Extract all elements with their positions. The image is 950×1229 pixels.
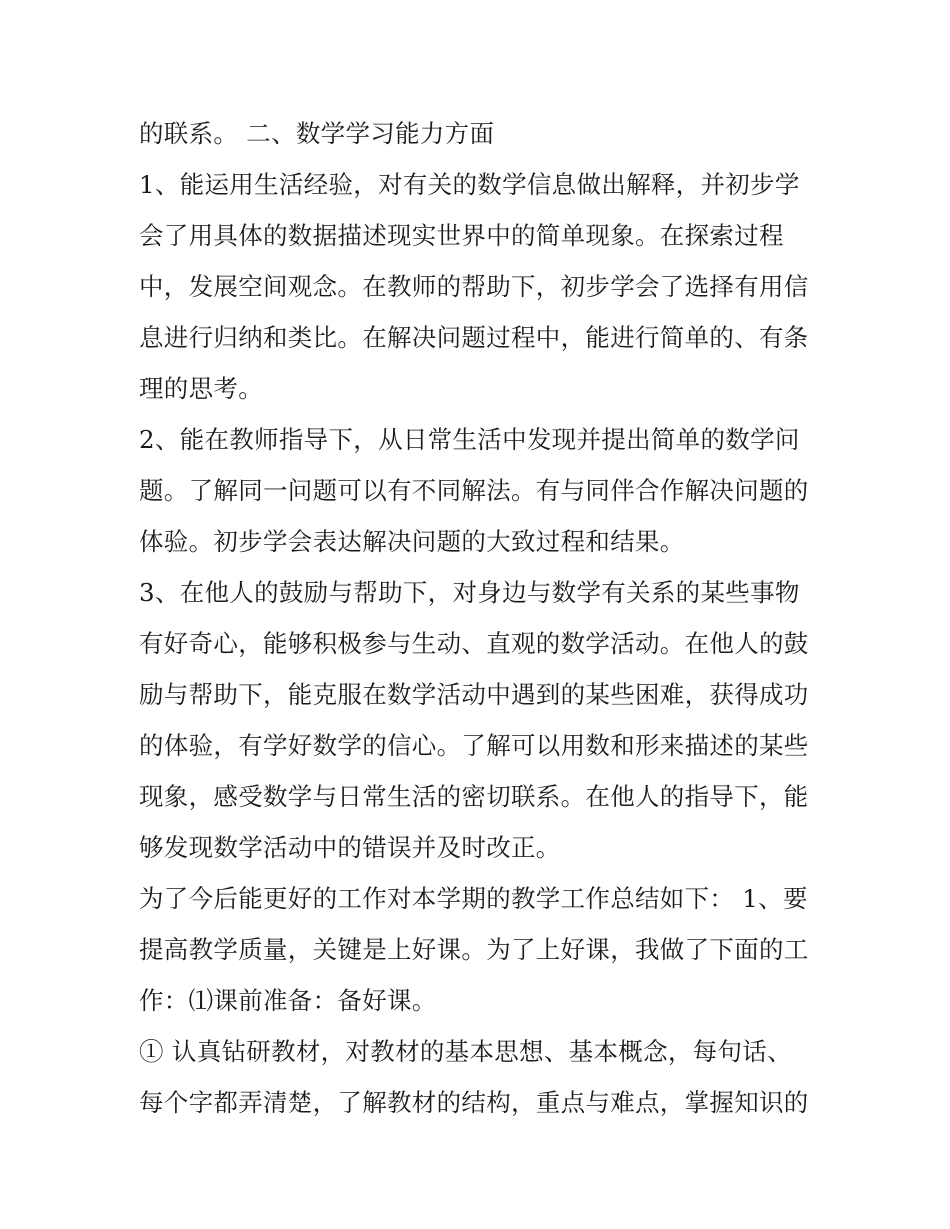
text-line-20: 每个字都弄清楚，了解教材的结构，重点与难点，掌握知识的 <box>139 1088 809 1117</box>
text-line-11: 有好奇心，能够积极参与生动、直观的数学活动。在他人的鼓 <box>139 629 809 658</box>
text-line-17: 提高教学质量，关键是上好课。为了上好课，我做了下面的工 <box>139 935 809 964</box>
text-line-12: 励与帮助下，能克服在数学活动中遇到的某些困难，获得成功 <box>139 680 809 709</box>
text-line-9: 体验。初步学会表达解决问题的大致过程和结果。 <box>139 527 685 556</box>
text-line-3: 会了用具体的数据描述现实世界中的简单现象。在探索过程 <box>139 221 784 250</box>
document-body <box>139 108 819 1128</box>
text-line-19: ① 认真钻研教材，对教材的基本思想、基本概念，每句话、 <box>139 1037 792 1066</box>
text-line-16: 为了今后能更好的工作对本学期的教学工作总结如下： 1、要 <box>139 884 808 913</box>
text-line-18: 作：⑴课前准备：备好课。 <box>139 986 437 1015</box>
text-line-1: 的联系。 二、数学学习能力方面 <box>139 119 495 148</box>
text-line-2: 1、能运用生活经验，对有关的数学信息做出解释，并初步学 <box>139 170 800 199</box>
text-line-14: 现象，感受数学与日常生活的密切联系。在他人的指导下，能 <box>139 782 809 811</box>
text-line-13: 的体验，有学好数学的信心。了解可以用数和形来描述的某些 <box>139 731 809 760</box>
text-line-4: 中，发展空间观念。在教师的帮助下，初步学会了选择有用信 <box>139 272 809 301</box>
text-line-15: 够发现数学活动中的错误并及时改正。 <box>139 833 561 862</box>
text-line-7: 2、能在教师指导下，从日常生活中发现并提出简单的数学问 <box>139 425 800 454</box>
text-line-10: 3、在他人的鼓励与帮助下，对身边与数学有关系的某些事物 <box>139 578 800 607</box>
text-line-6: 理的思考。 <box>139 374 263 403</box>
text-line-8: 题。了解同一问题可以有不同解法。有与同伴合作解决问题的 <box>139 476 809 505</box>
text-line-5: 息进行归纳和类比。在解决问题过程中，能进行简单的、有条 <box>139 323 809 352</box>
